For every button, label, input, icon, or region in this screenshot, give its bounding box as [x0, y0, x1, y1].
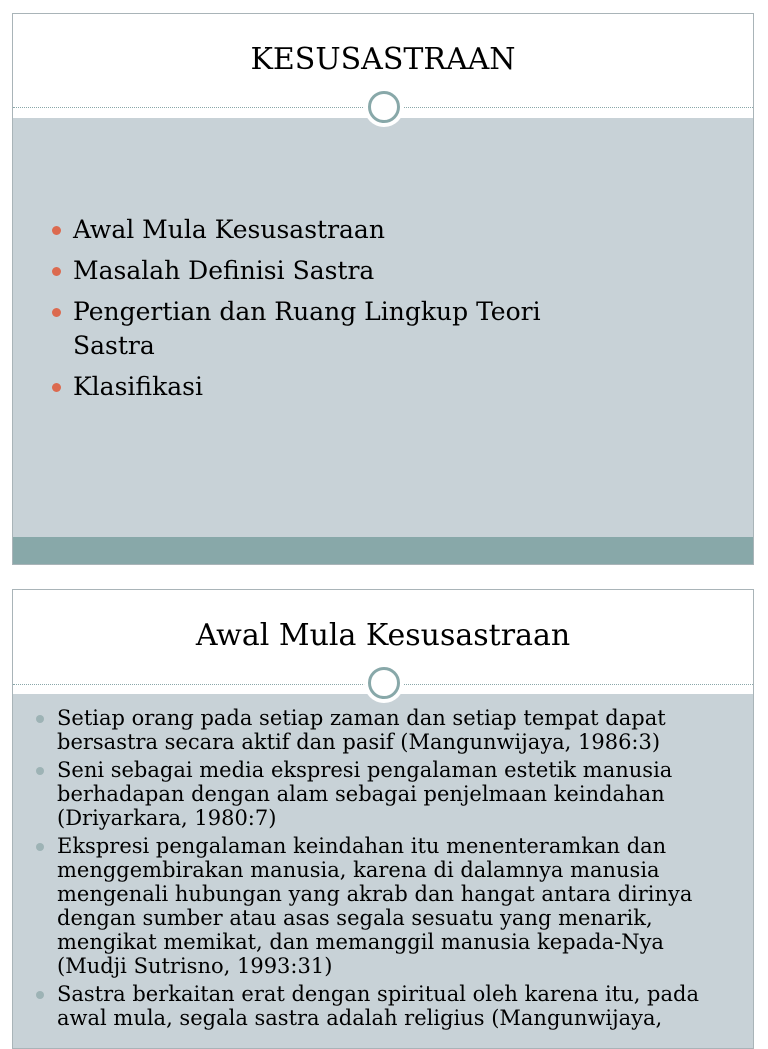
slide-1-title: KESUSASTRAAN — [250, 42, 516, 77]
slide-1 — [12, 13, 754, 565]
ring-ornament-icon — [364, 663, 404, 703]
bullet-dot-icon — [36, 767, 44, 775]
list-item-text: Masalah Definisi Sastra — [73, 256, 375, 285]
list-item-text: Ekspresi pengalaman keindahan itu menenteramkan dan menggembirakan manusia, karena di dalamnya manusia mengenali hubungan yang akrab dan hangat antara dirinya dengan sumber atau asas segala sesuatu yang menarik, mengikat memikat, dan memanggil manusia kepada-Nya (Mudji Sutrisno, 1993:31) — [57, 834, 693, 978]
list-item — [49, 254, 569, 288]
list-item-text: Awal Mula Kesusastraan — [73, 215, 385, 244]
list-item-text: Pengertian dan Ruang Lingkup Teori Sastra — [73, 297, 541, 360]
list-item — [33, 758, 733, 830]
bullet-dot-icon — [36, 843, 44, 851]
ring-ornament-icon — [364, 87, 404, 127]
list-item-text: Sastra berkaitan erat dengan spiritual oleh karena itu, pada awal mula, segala sastra adalah religius (Mangunwijaya, — [57, 982, 699, 1030]
bullet-dot-icon — [36, 715, 44, 723]
bullet-dot-icon — [36, 991, 44, 999]
slide-2-bullet-list — [33, 706, 733, 1034]
list-item-text: Klasifikasi — [73, 372, 203, 401]
list-item — [49, 213, 569, 247]
bullet-dot-icon — [52, 226, 61, 235]
list-item — [33, 706, 733, 754]
list-item — [33, 982, 733, 1030]
list-item — [49, 370, 569, 404]
bullet-dot-icon — [52, 308, 61, 317]
list-item — [49, 295, 569, 363]
slide-2 — [12, 589, 754, 1049]
slide-2-title: Awal Mula Kesusastraan — [195, 618, 571, 653]
list-item — [33, 834, 733, 978]
list-item-text: Setiap orang pada setiap zaman dan setiap tempat dapat bersastra secara aktif dan pasif (Mangunwijaya, 1986:3) — [57, 706, 666, 754]
bullet-dot-icon — [52, 267, 61, 276]
list-item-text: Seni sebagai media ekspresi pengalaman estetik manusia berhadapan dengan alam sebagai penjelmaan keindahan (Driyarkara, 1980:7) — [57, 758, 673, 830]
slide-1-bullet-list — [49, 213, 569, 411]
slide-1-footer-bar — [13, 537, 753, 565]
bullet-dot-icon — [52, 383, 61, 392]
